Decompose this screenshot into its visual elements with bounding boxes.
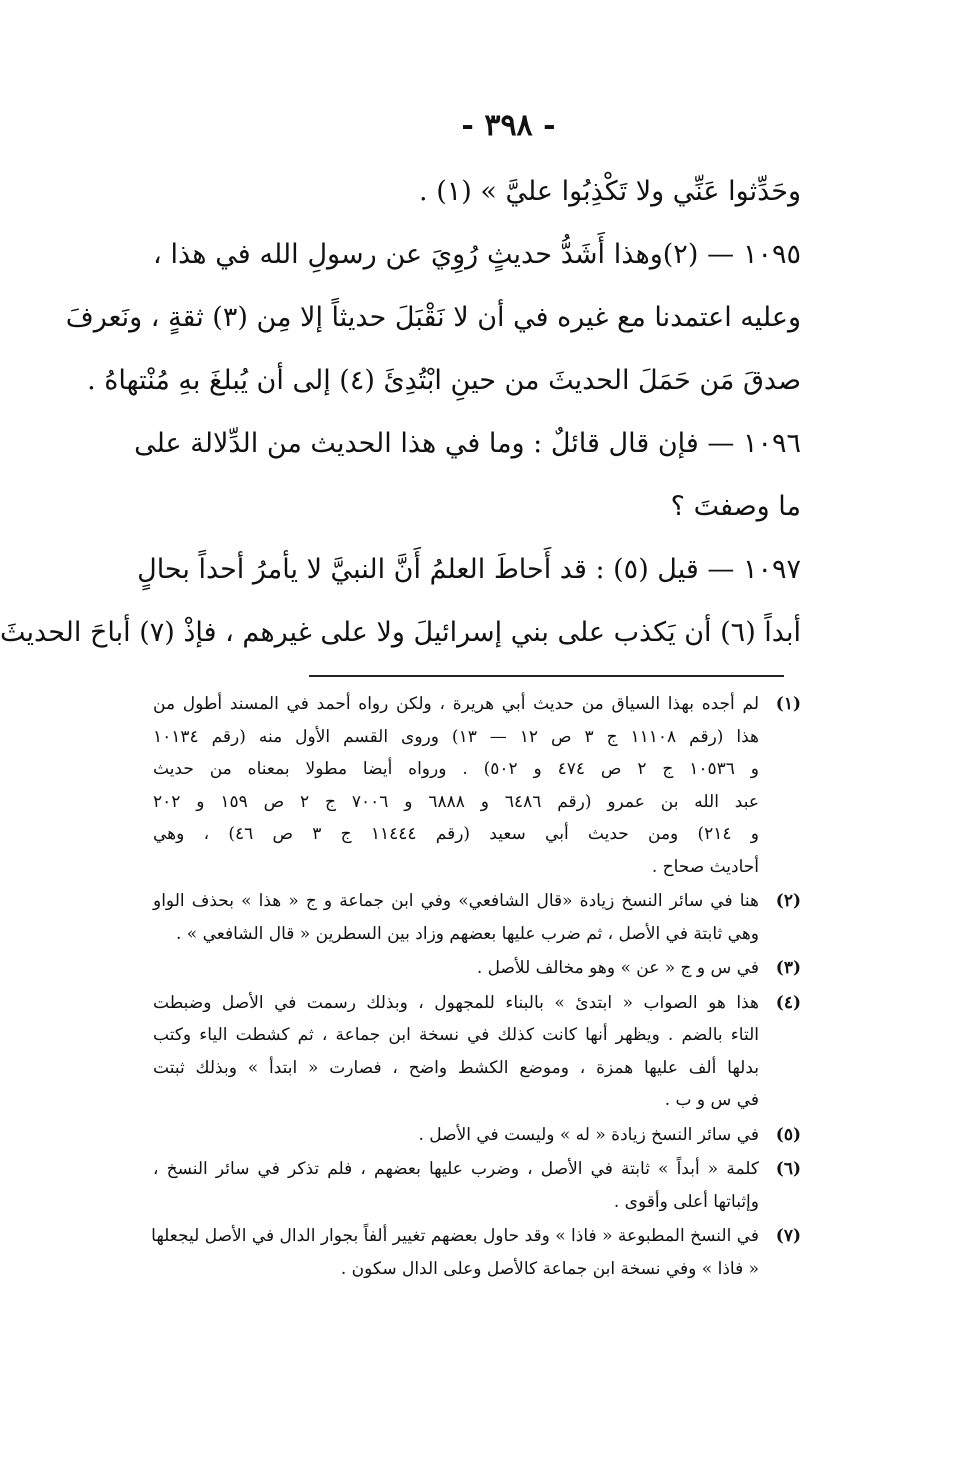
footnote-text [151,1220,759,1285]
footnote-number: (٥) [775,1124,801,1145]
footnotes-section [153,688,801,1287]
paragraph-1096-line: ما وصفتَ ؟ [670,491,801,522]
footnote-number: (١) [775,694,801,714]
footnote-text [153,952,759,985]
footnote-text [153,885,759,950]
footnote-line: أحاديث صحاح . [651,856,759,877]
footnote-line: في س و ج « عن » وهو مخالف للأصل . [476,958,759,978]
footnote-number: (٧) [775,1226,801,1246]
footnote-line: وإثباتها أعلى وأقوى . [613,1191,759,1212]
footnote-3 [153,952,801,985]
main-text-block [0,160,801,664]
footnote-line: عبد الله بن عمرو (رقم ٦٤٨٦ و ٦٨٨٨ و ٧٠٠٦ ج ٢ ص ١٥٩ و ٢٠٢ [153,791,759,812]
paragraph-1096-line: ١٠٩٦ — فإن قال قائلٌ : وما في هذا الحديث من الدِّلالة على [134,428,801,459]
footnote-line: « فاذا » وفي نسخة ابن جماعة كالأصل وعلى الدال سكون . [340,1258,759,1279]
footnote-line: وهي ثابتة في الأصل ، ثم ضرب عليها بعضهم وزاد بين السطرين « قال الشافعي » . [176,923,759,944]
footnote-divider [309,675,784,677]
paragraph-1095-line: ١٠٩٥ — (٢)وهذا أَشَدُّ حديثٍ رُوِيَ عن رسولِ الله في هذا ، [153,239,801,270]
footnote-line: لم أجده بهذا السياق من حديث أبي هريرة ، ولكن رواه أحمد في المسند أطول من [153,694,759,714]
footnote-text [153,1153,759,1218]
footnote-line: و ١٠٥٣٦ ج ٢ ص ٤٧٤ و ٥٠٢) . ورواه أيضا مطولا بمعناه من حديث [153,759,759,779]
footnote-text [153,1119,759,1152]
footnote-number: (٦) [775,1159,801,1179]
footnote-line: هذا (رقم ١١١٠٨ ج ٣ ص ١٢ — ١٣) وروى القسم الأول منه (رقم ١٠١٣٤ [153,726,759,747]
footnote-6 [153,1153,801,1218]
footnote-line: التاء بالضم . ويظهر أنها كانت كذلك في نسخة ابن جماعة ، ثم كشطت الياء وكتب [153,1025,759,1045]
page-number: - ٣٩٨ - [461,108,556,143]
footnote-7 [153,1220,801,1285]
paragraph-1097-line: ١٠٩٧ — قيل (٥) : قد أَحاطَ العلمُ أَنَّ النبيَّ لا يأمرُ أحداً بحالٍ [137,554,801,585]
main-text-line: وحَدِّثوا عَنِّي ولا تَكْذِبُوا عليَّ » (١) . [419,176,801,207]
footnote-4 [153,987,801,1117]
footnote-number: (٤) [775,992,801,1013]
footnote-line: بدلها ألف عليها همزة ، وموضع الكشط واضح ، فصارت « ابتدأ » وبذلك ثبتت [153,1057,759,1078]
footnote-number: (٣) [775,958,801,978]
footnote-line: هنا في سائر النسخ زيادة «قال الشافعي» وفي ابن جماعة و ج « هذا » بحذف الواو [153,891,759,911]
footnote-line: في النسخ المطبوعة « فاذا » وقد حاول بعضهم تغيير ألفاً بجوار الدال في الأصل ليجعلها [151,1226,759,1246]
footnote-number: (٢) [775,891,801,911]
paragraph-1095-line: صدقَ مَن حَمَلَ الحديثَ من حينِ ابْتُدِئَ (٤) إلى أن يُبلغَ بهِ مُنْتهاهُ . [87,365,801,396]
paragraph-1095-line: وعليه اعتمدنا مع غيره في أن لا نَقْبَلَ حديثاً إلا مِن (٣) ثقةٍ ، ونَعرفَ [65,302,801,333]
footnote-2 [153,885,801,950]
footnote-line: كلمة « أبداً » ثابتة في الأصل ، وضرب عليها بعضهم ، فلم تذكر في سائر النسخ ، [153,1159,759,1179]
footnote-line: في سائر النسخ زيادة « له » وليست في الأصل . [418,1124,759,1145]
footnote-1 [153,688,801,883]
footnote-line: و ٢١٤) ومن حديث أبي سعيد (رقم ١١٤٤٤ ج ٣ ص ٤٦) ، وهي [153,824,759,844]
footnote-line: هذا هو الصواب « ابتدئ » بالبناء للمجهول ، وبذلك رسمت في الأصل وضبطت [153,992,759,1013]
footnote-text [153,987,759,1117]
footnote-5 [153,1119,801,1152]
paragraph-1097-line: أبداً (٦) أن يَكذب على بني إسرائيلَ ولا على غيرهم ، فإذْ (٧) أباحَ الحديثَ [0,617,801,648]
footnote-line: في س و ب . [664,1090,759,1110]
footnote-text [153,688,759,883]
